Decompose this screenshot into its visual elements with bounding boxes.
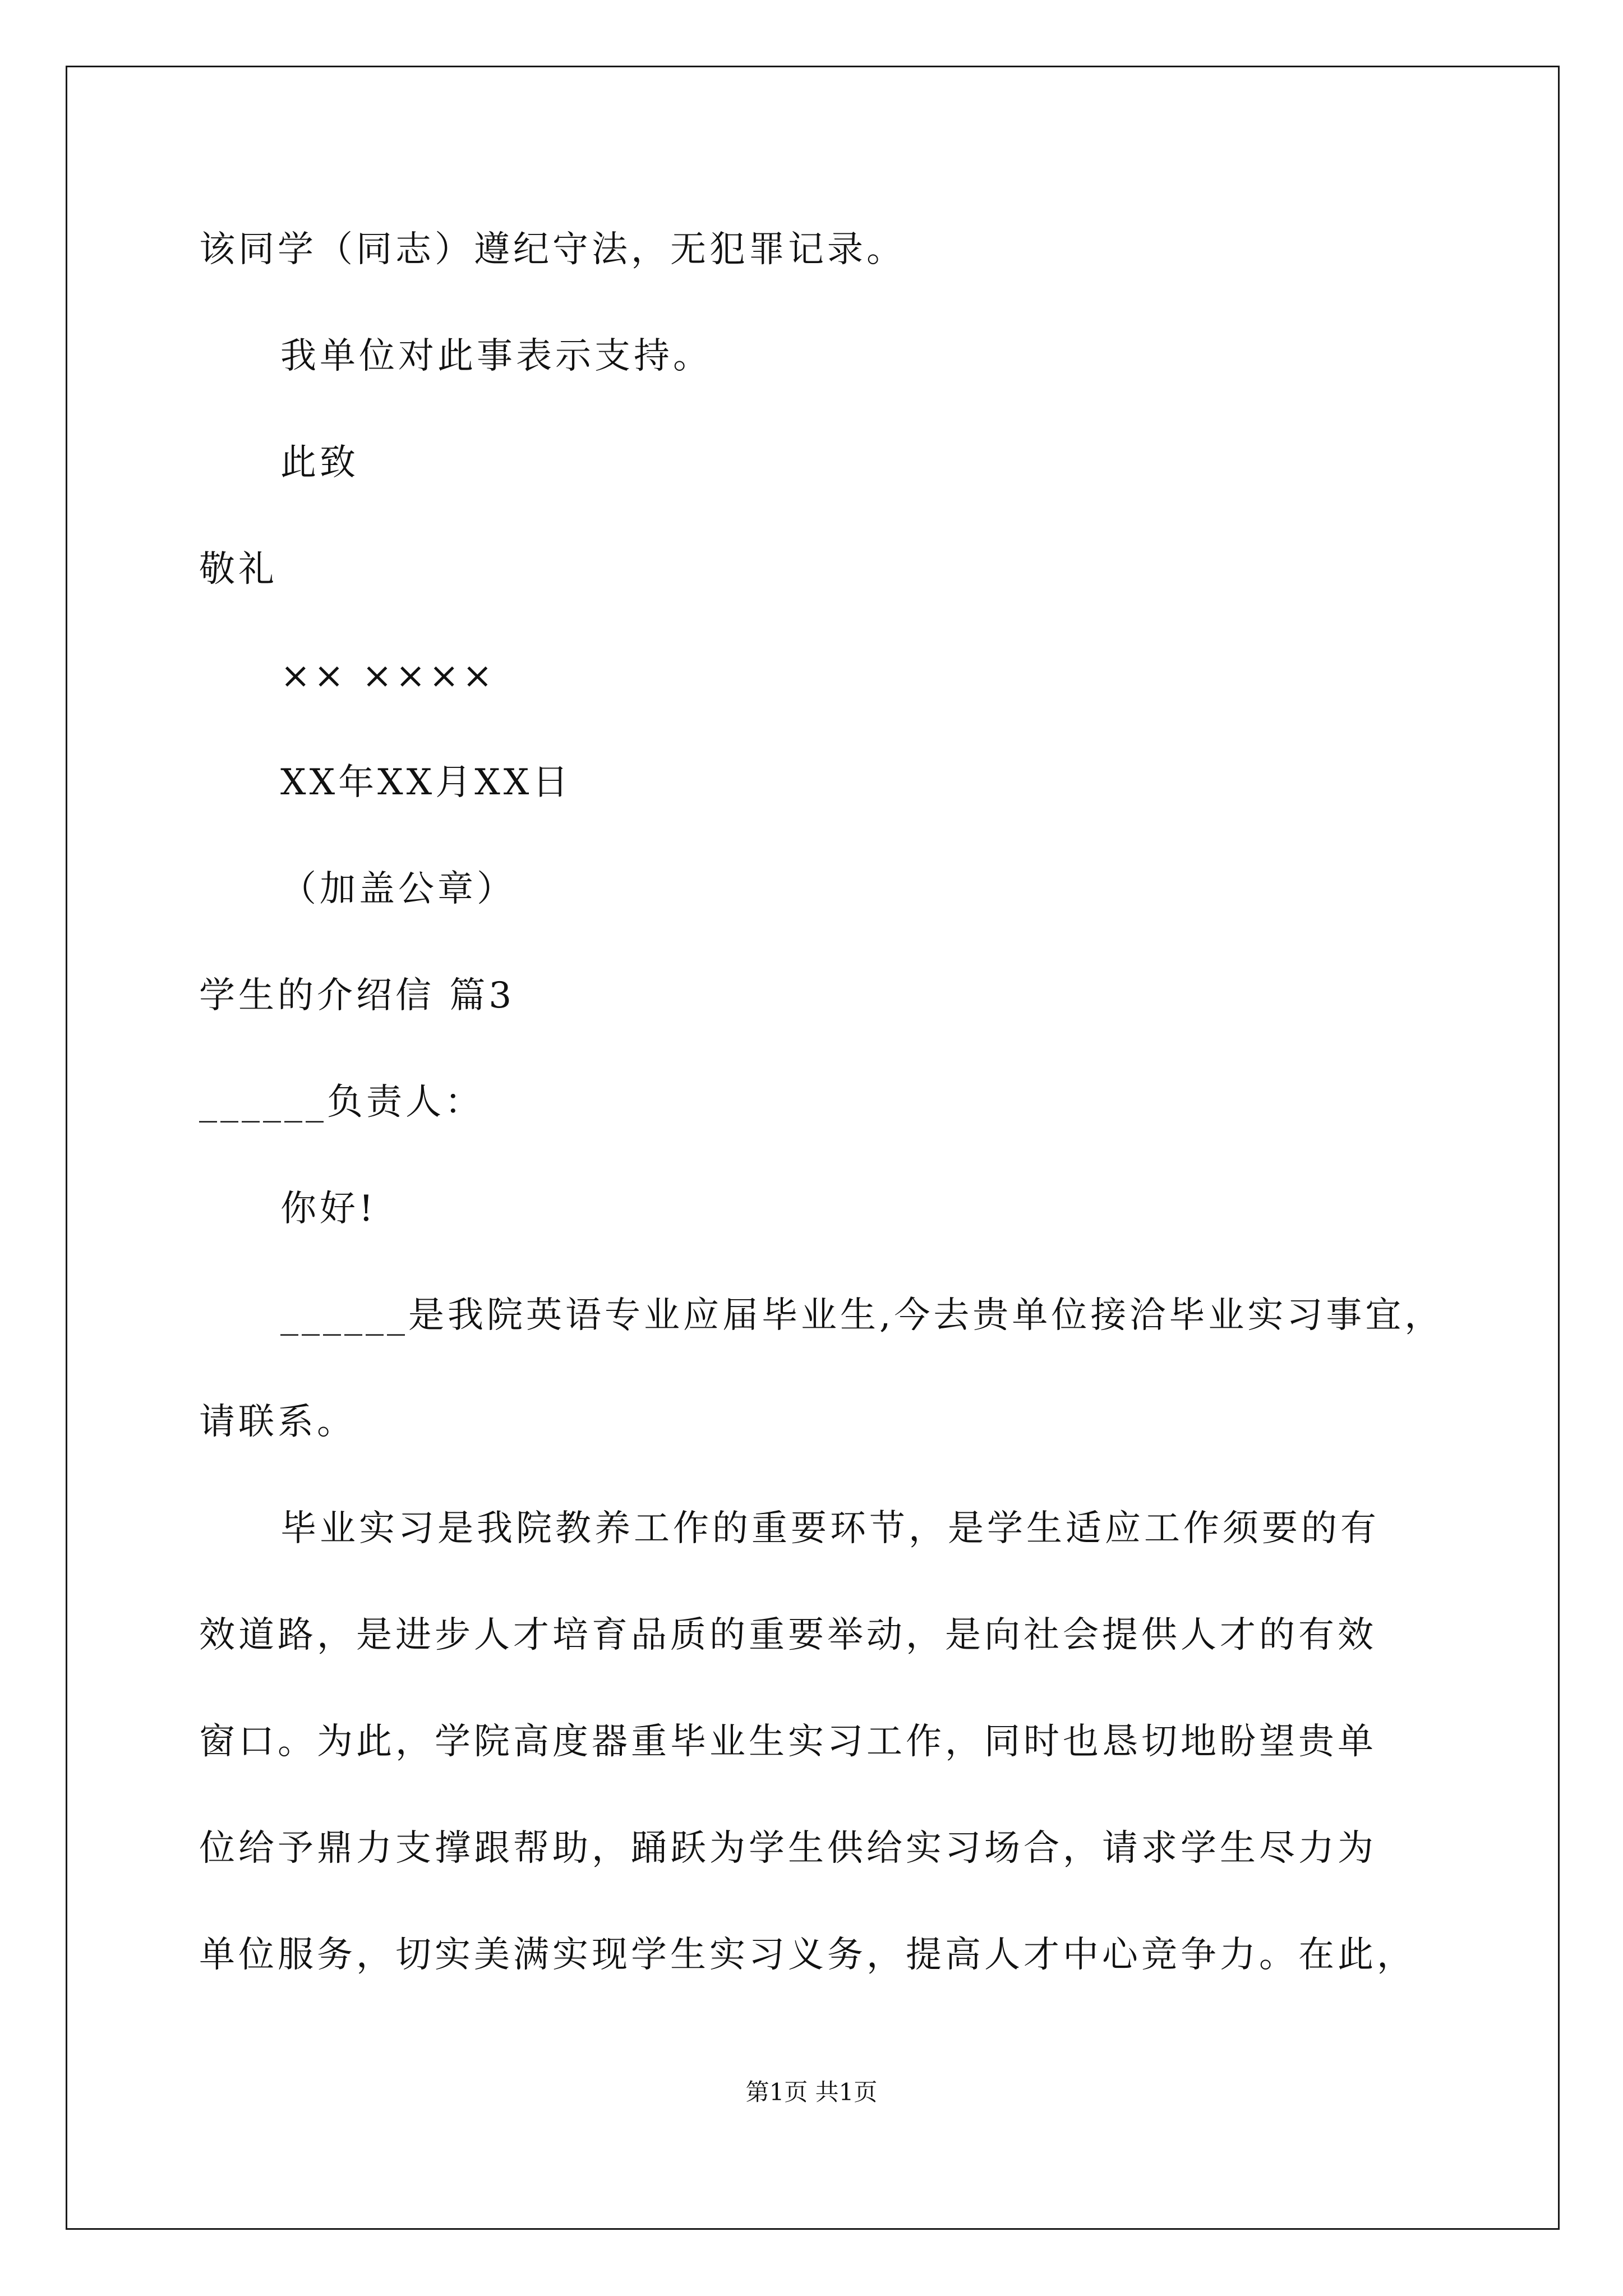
body-line-conduct: 该同学（同志）遵纪守法，无犯罪记录。 [199, 229, 906, 270]
body-line-support: 我单位对此事表示支持。 [280, 335, 712, 377]
body-paragraph-line: 窗口。为此，学院高度器重毕业生实习工作，同时也恳切地盼望贵单 [199, 1721, 1377, 1763]
page-footer: 第1页 共1页 [745, 2078, 878, 2106]
closing-line-cizhi: 此致 [280, 442, 359, 484]
body-paragraph-line: 位给予鼎力支撑跟帮助，踊跃为学生供给实习场合，请求学生尽力为 [199, 1828, 1377, 1869]
closing-line-jingli: 敬礼 [199, 549, 278, 590]
official-seal-note: （加盖公章） [280, 868, 516, 910]
body-paragraph-line: 单位服务，切实美满实现学生实习义务，提高人才中心竞争力。在此， [199, 1934, 1416, 1976]
section-heading: 学生的介绍信 篇3 [199, 975, 515, 1016]
body-paragraph-line: 毕业实习是我院教养工作的重要环节，是学生适应工作须要的有 [280, 1508, 1380, 1549]
body-line-contact: 请联系。 [199, 1401, 356, 1443]
salutation-recipient: ______负责人： [199, 1082, 484, 1123]
body-line-student: ______是我院英语专业应届毕业生,今去贵单位接洽毕业实习事宜， [280, 1295, 1444, 1336]
signature-name: ×× ×××× [280, 655, 496, 697]
body-paragraph-line: 效道路，是进步人才培育品质的重要举动，是向社会提供人才的有效 [199, 1614, 1377, 1656]
greeting: 你好! [280, 1188, 377, 1230]
page-border [66, 66, 1560, 2230]
signature-date: XX年XX月XX日 [280, 762, 572, 803]
